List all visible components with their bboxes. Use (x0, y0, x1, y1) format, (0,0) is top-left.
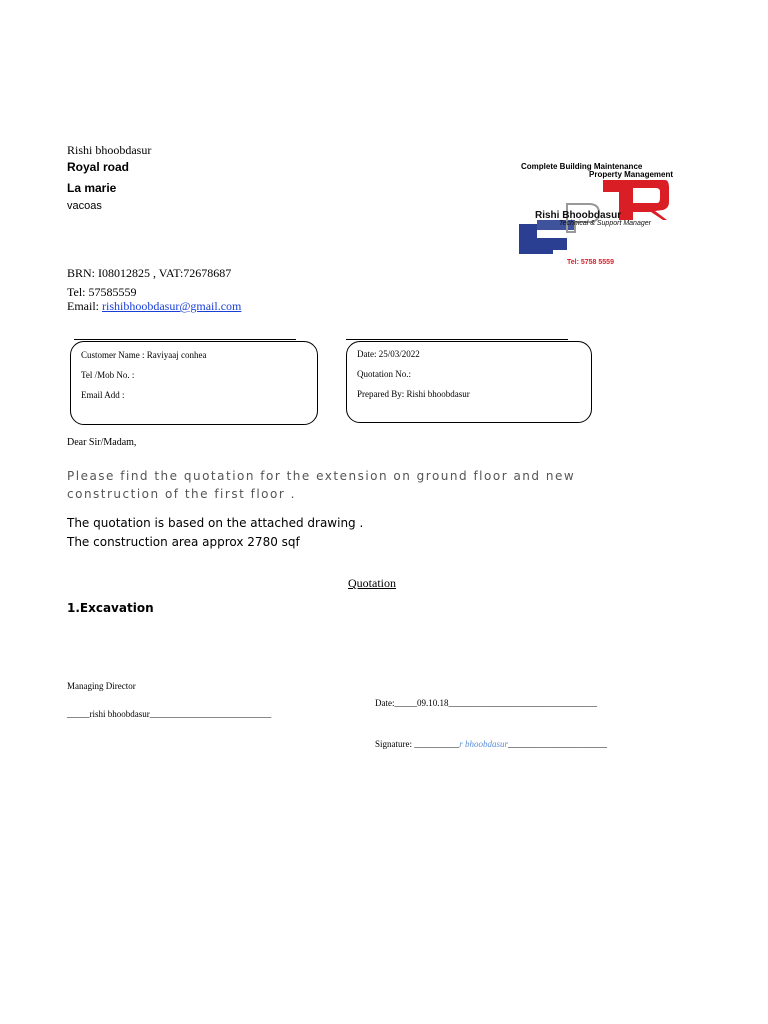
rule-left (74, 339, 296, 340)
signature-value: r bhoobdasur (459, 739, 509, 749)
brn-vat: BRN: I08012825 , VAT:72678687 (67, 266, 232, 280)
signature-suffix: ______________________ (508, 739, 608, 749)
sender-tel: Tel: 57585559 (67, 285, 137, 299)
intro-paragraph: Please find the quotation for the extension on ground floor and new construction of the first floor . (67, 469, 576, 501)
section-excavation: 1.Excavation (67, 601, 154, 615)
basis-line-2: The construction area approx 2780 sqf (67, 535, 300, 549)
customer-tel: Tel /Mob No. : (81, 370, 135, 380)
quotation-number: Quotation No.: (357, 369, 411, 379)
sender-address-line1: Royal road (67, 160, 130, 174)
customer-email: Email Add : (81, 390, 125, 400)
managing-director-name-line: _____rishi bhoobdasur___________________________ (67, 709, 272, 719)
company-logo (515, 158, 675, 270)
email-label: Email: (67, 299, 102, 313)
customer-info-box (70, 341, 318, 425)
sender-address-line2: La marie (67, 181, 117, 195)
logo-tel: Tel: 5758 5559 (567, 259, 614, 266)
logo-role: Technical & Support Manager (559, 220, 651, 227)
quote-date: Date: 25/03/2022 (357, 349, 420, 359)
managing-director-label: Managing Director (67, 681, 136, 691)
date-line: Date:_____09.10.18_________________________________ (375, 698, 597, 708)
sender-email (67, 299, 241, 314)
logo-tagline-2: Property Management (589, 170, 674, 179)
email-link[interactable]: rishibhoobdasur@gmail.com (102, 299, 242, 313)
sender-name: Rishi bhoobdasur (67, 143, 152, 157)
quotation-title: Quotation (348, 576, 396, 590)
sender-address-line3: vacoas (67, 200, 102, 212)
logo-tagline-1: Complete Building Maintenance (521, 162, 643, 171)
customer-name: Customer Name : Raviyaaj conhea (81, 350, 207, 360)
quote-info-box (346, 341, 592, 423)
salutation: Dear Sir/Madam, (67, 437, 137, 448)
signature-prefix: Signature: __________ (375, 739, 460, 749)
basis-line-1: The quotation is based on the attached drawing . (67, 516, 364, 530)
rule-right (346, 339, 568, 340)
logo-name: Rishi Bhoobdasur (535, 210, 622, 221)
signature-line (375, 739, 607, 749)
prepared-by: Prepared By: Rishi bhoobdasur (357, 389, 470, 399)
